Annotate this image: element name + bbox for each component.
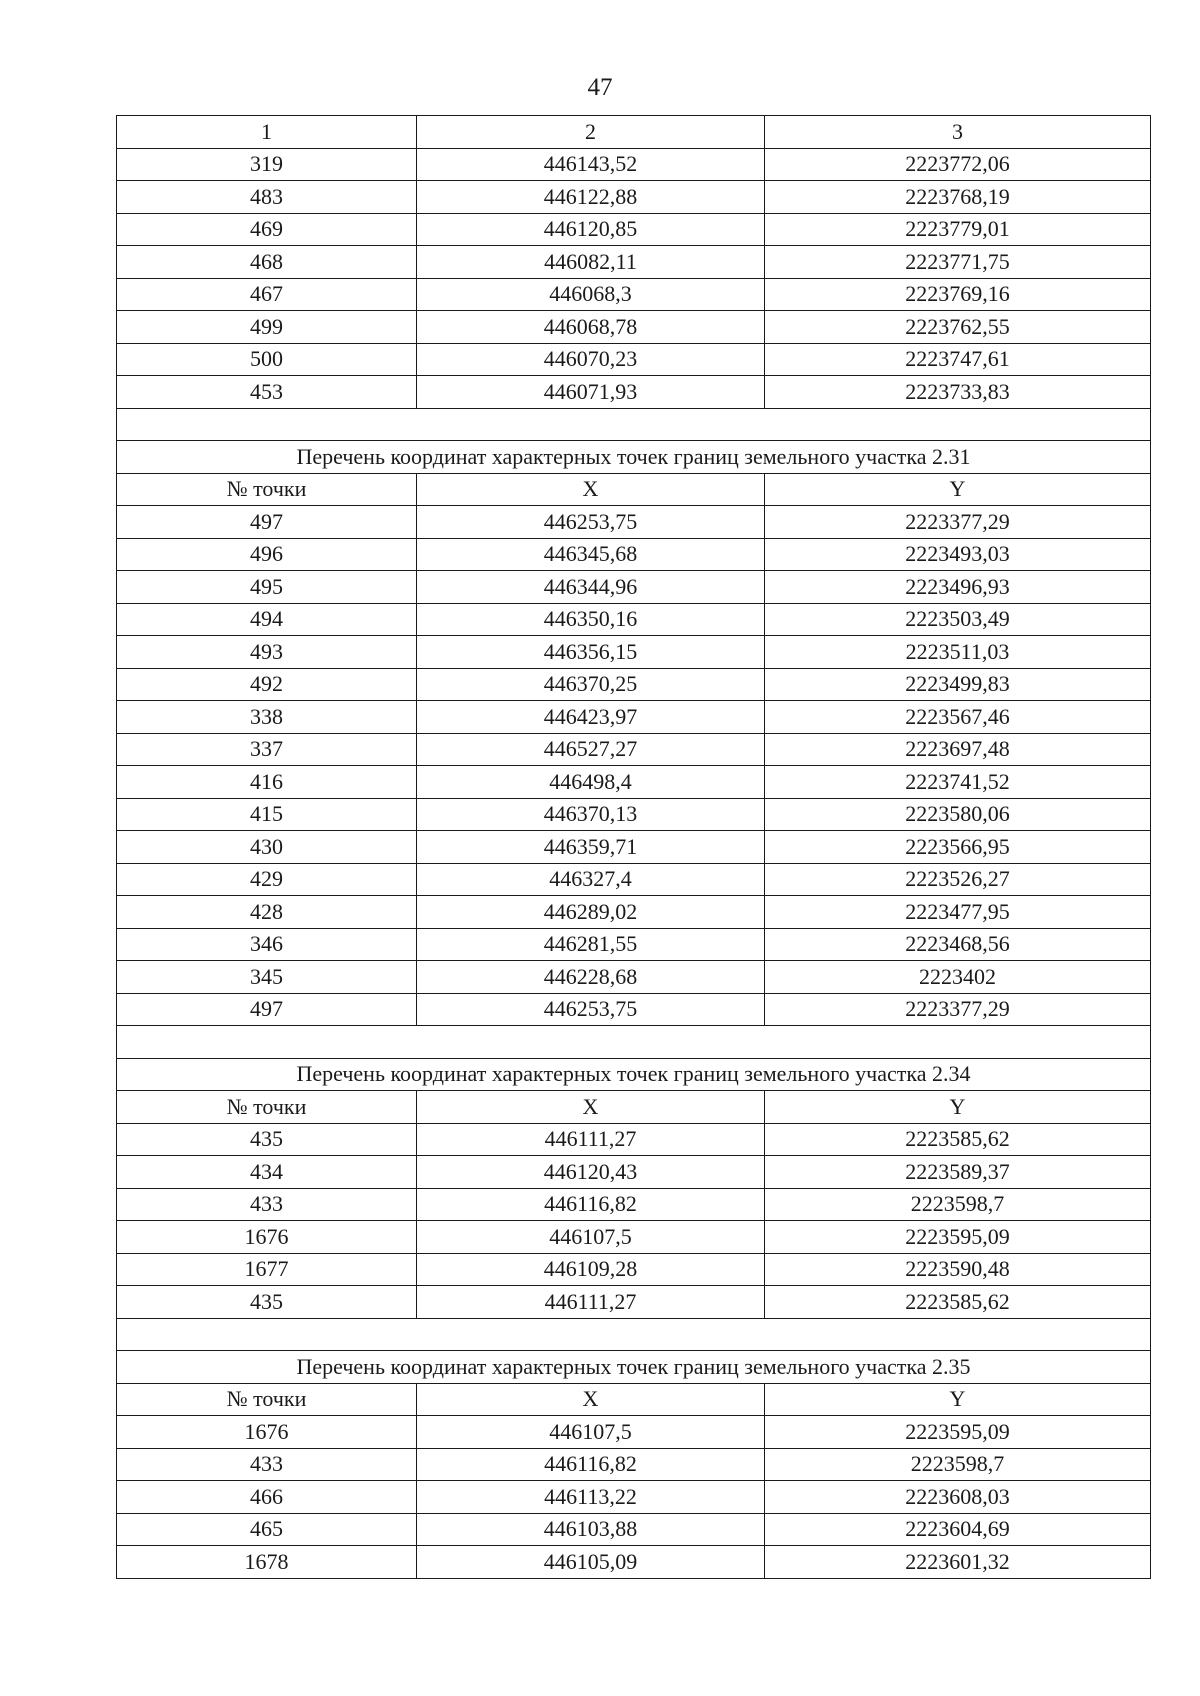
table-row xyxy=(117,1546,1151,1579)
table-row-cell-1: 346 xyxy=(117,928,417,961)
table-row xyxy=(117,1513,1151,1546)
table-row xyxy=(117,1448,1151,1481)
table-row xyxy=(117,961,1151,994)
table-row-cell-3: 2223608,03 xyxy=(765,1481,1151,1514)
table-row-cell-1: 483 xyxy=(117,181,417,214)
table-row-cell-1: 496 xyxy=(117,538,417,571)
table-row-cell-2: 446122,88 xyxy=(417,181,765,214)
table-row xyxy=(117,538,1151,571)
table-row xyxy=(117,798,1151,831)
column-header-row-cell-1: № точки xyxy=(117,473,417,506)
table-row-cell-1: 469 xyxy=(117,213,417,246)
table-row-cell-2: 446116,82 xyxy=(417,1448,765,1481)
table-row-cell-2: 446289,02 xyxy=(417,896,765,929)
table-row-cell-2: 446113,22 xyxy=(417,1481,765,1514)
table-row-cell-2: 446111,27 xyxy=(417,1123,765,1156)
table-row-cell-2: 446527,27 xyxy=(417,733,765,766)
table-row-cell-3: 2223585,62 xyxy=(765,1286,1151,1319)
column-number-row xyxy=(117,116,1151,149)
table-row-cell-1: 416 xyxy=(117,766,417,799)
column-header-row-cell-2: X xyxy=(417,473,765,506)
table-row-cell-1: 453 xyxy=(117,376,417,409)
table-row-cell-3: 2223779,01 xyxy=(765,213,1151,246)
table-row-cell-2: 446370,13 xyxy=(417,798,765,831)
table-row xyxy=(117,1156,1151,1189)
section-title-row xyxy=(117,1351,1151,1384)
table-row-cell-3: 2223771,75 xyxy=(765,246,1151,279)
table-row-cell-3: 2223503,49 xyxy=(765,603,1151,636)
table-row-cell-3: 2223601,32 xyxy=(765,1546,1151,1579)
column-number-row-cell-3: 3 xyxy=(765,116,1151,149)
table-row xyxy=(117,181,1151,214)
table-row-cell-3: 2223566,95 xyxy=(765,831,1151,864)
table-row-cell-1: 497 xyxy=(117,506,417,539)
table-row-cell-1: 493 xyxy=(117,636,417,669)
table-row-cell-3: 2223477,95 xyxy=(765,896,1151,929)
table-row-cell-3: 2223741,52 xyxy=(765,766,1151,799)
table-row xyxy=(117,571,1151,604)
table-row xyxy=(117,1481,1151,1514)
table-row xyxy=(117,246,1151,279)
table-row-cell-1: 319 xyxy=(117,148,417,181)
table-row xyxy=(117,1286,1151,1319)
section-title: Перечень координат характерных точек границ земельного участка 2.34 xyxy=(117,1058,1151,1091)
table-row-cell-1: 494 xyxy=(117,603,417,636)
section-title-row xyxy=(117,441,1151,474)
table-row-cell-3: 2223499,83 xyxy=(765,668,1151,701)
column-header-row-cell-1: № точки xyxy=(117,1091,417,1124)
table-row-cell-2: 446107,5 xyxy=(417,1416,765,1449)
table-row-cell-2: 446370,25 xyxy=(417,668,765,701)
table-row xyxy=(117,343,1151,376)
table-row-cell-3: 2223762,55 xyxy=(765,311,1151,344)
table-row-cell-1: 433 xyxy=(117,1448,417,1481)
table-row-cell-1: 429 xyxy=(117,863,417,896)
table-row-cell-1: 500 xyxy=(117,343,417,376)
table-row-cell-1: 337 xyxy=(117,733,417,766)
column-header-row-cell-3: Y xyxy=(765,473,1151,506)
table-row-cell-3: 2223402 xyxy=(765,961,1151,994)
table-row-cell-2: 446120,85 xyxy=(417,213,765,246)
table-row xyxy=(117,701,1151,734)
spacer-row xyxy=(117,1026,1151,1059)
table-row-cell-2: 446253,75 xyxy=(417,993,765,1026)
table-row-cell-1: 415 xyxy=(117,798,417,831)
section-title: Перечень координат характерных точек границ земельного участка 2.31 xyxy=(117,441,1151,474)
table-row-cell-3: 2223377,29 xyxy=(765,993,1151,1026)
table-row xyxy=(117,896,1151,929)
table-row-cell-3: 2223377,29 xyxy=(765,506,1151,539)
table-row-cell-3: 2223747,61 xyxy=(765,343,1151,376)
table-row xyxy=(117,1221,1151,1254)
table-row-cell-3: 2223595,09 xyxy=(765,1221,1151,1254)
table-row-cell-1: 499 xyxy=(117,311,417,344)
table-row-cell-1: 435 xyxy=(117,1286,417,1319)
table-row-cell-1: 1676 xyxy=(117,1416,417,1449)
table-row xyxy=(117,148,1151,181)
spacer-row xyxy=(117,408,1151,441)
table-row-cell-2: 446109,28 xyxy=(417,1253,765,1286)
column-number-row-cell-1: 1 xyxy=(117,116,417,149)
table-row-cell-2: 446423,97 xyxy=(417,701,765,734)
table-row xyxy=(117,1123,1151,1156)
table-row xyxy=(117,506,1151,539)
table-row-cell-3: 2223768,19 xyxy=(765,181,1151,214)
column-header-row-cell-2: X xyxy=(417,1091,765,1124)
table-row xyxy=(117,636,1151,669)
table-row-cell-2: 446281,55 xyxy=(417,928,765,961)
table-row-cell-3: 2223772,06 xyxy=(765,148,1151,181)
spacer-cell xyxy=(117,408,1151,441)
table-row xyxy=(117,831,1151,864)
table-row-cell-3: 2223589,37 xyxy=(765,1156,1151,1189)
section-title: Перечень координат характерных точек границ земельного участка 2.35 xyxy=(117,1351,1151,1384)
column-header-row xyxy=(117,1383,1151,1416)
spacer-cell xyxy=(117,1318,1151,1351)
table-row-cell-3: 2223733,83 xyxy=(765,376,1151,409)
table-row-cell-3: 2223697,48 xyxy=(765,733,1151,766)
table-row xyxy=(117,993,1151,1026)
table-row-cell-2: 446082,11 xyxy=(417,246,765,279)
column-header-row-cell-3: Y xyxy=(765,1383,1151,1416)
table-row-cell-2: 446111,27 xyxy=(417,1286,765,1319)
table-row xyxy=(117,311,1151,344)
table-row-cell-2: 446068,3 xyxy=(417,278,765,311)
column-header-row xyxy=(117,473,1151,506)
table-row-cell-3: 2223496,93 xyxy=(765,571,1151,604)
column-header-row xyxy=(117,1091,1151,1124)
table-row-cell-2: 446070,23 xyxy=(417,343,765,376)
table-row-cell-2: 446143,52 xyxy=(417,148,765,181)
spacer-row xyxy=(117,1318,1151,1351)
column-header-row-cell-1: № точки xyxy=(117,1383,417,1416)
table-row-cell-1: 1676 xyxy=(117,1221,417,1254)
table-row-cell-3: 2223580,06 xyxy=(765,798,1151,831)
table-row-cell-2: 446105,09 xyxy=(417,1546,765,1579)
table-row xyxy=(117,376,1151,409)
table-row-cell-1: 495 xyxy=(117,571,417,604)
table-row-cell-3: 2223567,46 xyxy=(765,701,1151,734)
table-row-cell-1: 492 xyxy=(117,668,417,701)
column-number-row-cell-2: 2 xyxy=(417,116,765,149)
table-row-cell-1: 497 xyxy=(117,993,417,1026)
table-row xyxy=(117,863,1151,896)
table-row-cell-2: 446344,96 xyxy=(417,571,765,604)
table-row-cell-3: 2223604,69 xyxy=(765,1513,1151,1546)
page-number: 47 xyxy=(587,74,613,101)
table-row-cell-1: 338 xyxy=(117,701,417,734)
table-row-cell-1: 468 xyxy=(117,246,417,279)
section-title-row xyxy=(117,1058,1151,1091)
spacer-cell xyxy=(117,1026,1151,1059)
table-row xyxy=(117,668,1151,701)
table-row-cell-2: 446498,4 xyxy=(417,766,765,799)
table-row xyxy=(117,1188,1151,1221)
table-row-cell-1: 434 xyxy=(117,1156,417,1189)
table-row-cell-1: 345 xyxy=(117,961,417,994)
table-row xyxy=(117,733,1151,766)
table-row-cell-1: 1677 xyxy=(117,1253,417,1286)
table-row xyxy=(117,213,1151,246)
coordinates-table-body xyxy=(117,116,1151,1579)
table-row-cell-3: 2223511,03 xyxy=(765,636,1151,669)
table-row-cell-3: 2223590,48 xyxy=(765,1253,1151,1286)
table-row-cell-2: 446359,71 xyxy=(417,831,765,864)
table-row-cell-2: 446350,16 xyxy=(417,603,765,636)
table-row-cell-3: 2223526,27 xyxy=(765,863,1151,896)
table-row xyxy=(117,278,1151,311)
table-row-cell-3: 2223598,7 xyxy=(765,1188,1151,1221)
table-row-cell-1: 465 xyxy=(117,1513,417,1546)
table-row-cell-3: 2223468,56 xyxy=(765,928,1151,961)
table-row-cell-1: 428 xyxy=(117,896,417,929)
table-row xyxy=(117,928,1151,961)
column-header-row-cell-3: Y xyxy=(765,1091,1151,1124)
table-row xyxy=(117,766,1151,799)
table-row-cell-3: 2223595,09 xyxy=(765,1416,1151,1449)
table-row-cell-1: 467 xyxy=(117,278,417,311)
table-row-cell-2: 446068,78 xyxy=(417,311,765,344)
table-row-cell-1: 430 xyxy=(117,831,417,864)
table-row-cell-2: 446120,43 xyxy=(417,1156,765,1189)
table-row-cell-2: 446071,93 xyxy=(417,376,765,409)
table-row xyxy=(117,603,1151,636)
table-row-cell-1: 433 xyxy=(117,1188,417,1221)
table-row-cell-2: 446356,15 xyxy=(417,636,765,669)
table-row-cell-1: 1678 xyxy=(117,1546,417,1579)
table-row-cell-2: 446345,68 xyxy=(417,538,765,571)
table-row xyxy=(117,1253,1151,1286)
table-row-cell-1: 466 xyxy=(117,1481,417,1514)
column-header-row-cell-2: X xyxy=(417,1383,765,1416)
table-row xyxy=(117,1416,1151,1449)
table-row-cell-2: 446253,75 xyxy=(417,506,765,539)
table-row-cell-1: 435 xyxy=(117,1123,417,1156)
table-row-cell-2: 446327,4 xyxy=(417,863,765,896)
table-row-cell-2: 446116,82 xyxy=(417,1188,765,1221)
table-row-cell-3: 2223585,62 xyxy=(765,1123,1151,1156)
table-row-cell-2: 446103,88 xyxy=(417,1513,765,1546)
coordinates-table xyxy=(116,115,1151,1579)
table-row-cell-3: 2223769,16 xyxy=(765,278,1151,311)
table-row-cell-2: 446228,68 xyxy=(417,961,765,994)
table-row-cell-2: 446107,5 xyxy=(417,1221,765,1254)
table-row-cell-3: 2223598,7 xyxy=(765,1448,1151,1481)
table-row-cell-3: 2223493,03 xyxy=(765,538,1151,571)
